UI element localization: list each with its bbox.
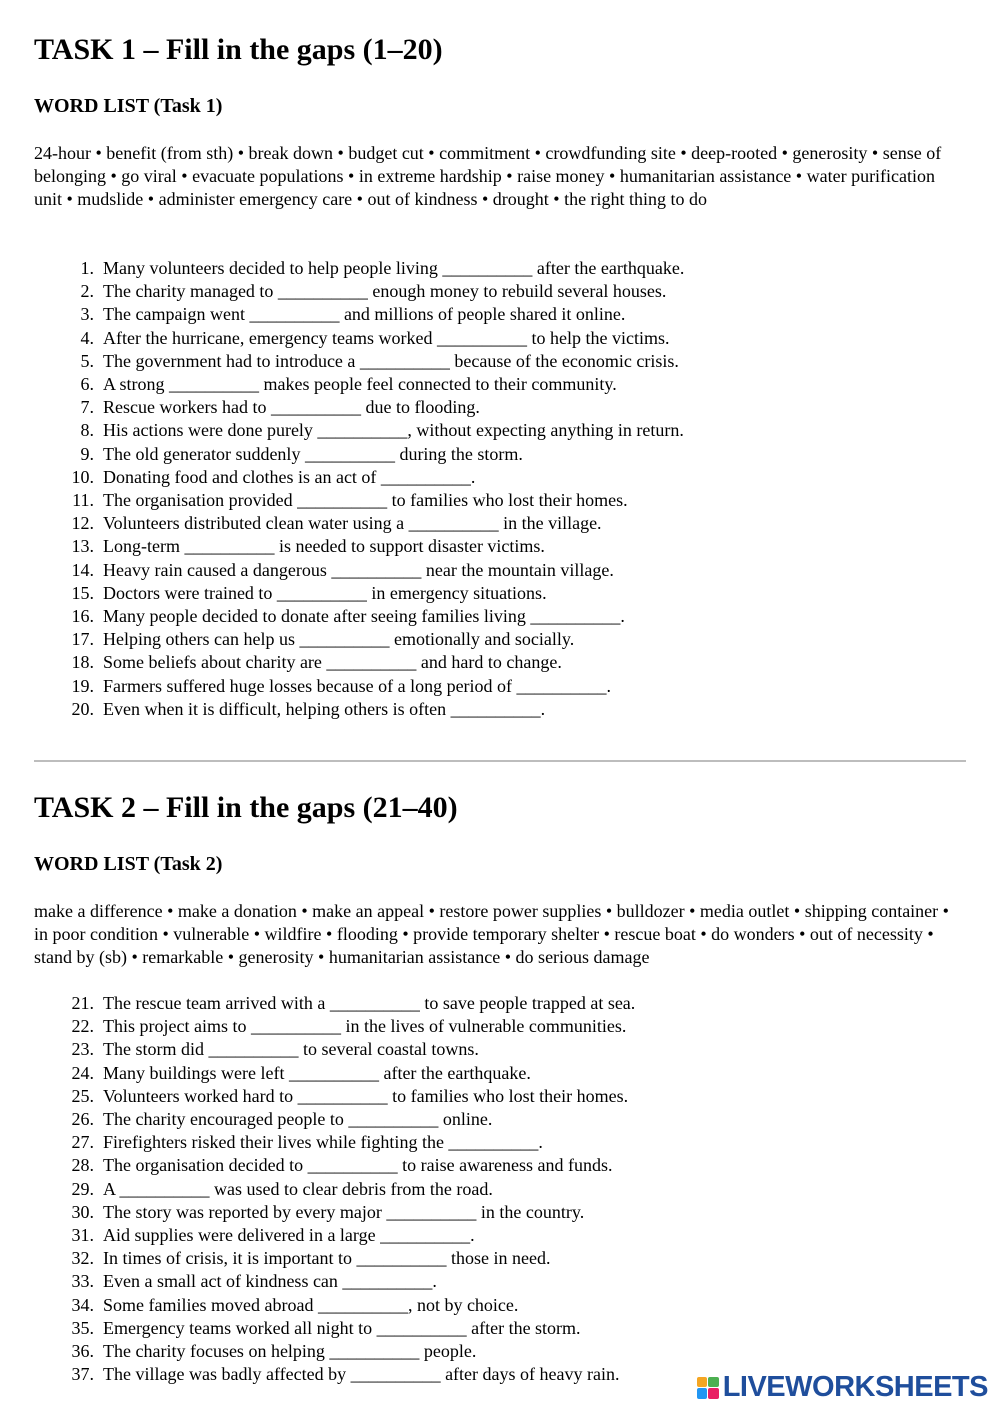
question-item — [34, 582, 684, 605]
question-item — [34, 1201, 635, 1224]
question-number: 19. — [71, 675, 94, 696]
question-number: 31. — [71, 1225, 94, 1246]
question-text: Many volunteers decided to help people living __________ after the earthquake. — [103, 258, 685, 278]
question-item — [34, 350, 684, 373]
question-number: 15. — [71, 582, 94, 603]
question-text: The village was badly affected by __________ after days of heavy rain. — [103, 1364, 620, 1385]
question-item — [34, 628, 684, 651]
question-text: Donating food and clothes is an act of __________. — [103, 466, 476, 487]
question-text: The charity managed to __________ enough money to rebuild several houses. — [103, 281, 667, 302]
question-text: This project aims to __________ in the lives of vulnerable communities. — [103, 1016, 627, 1037]
task2-question-list — [34, 992, 635, 1386]
question-number: 18. — [71, 652, 94, 673]
question-text: The charity encouraged people to __________ online. — [103, 1109, 493, 1130]
question-number: 32. — [71, 1248, 94, 1269]
liveworksheets-logo[interactable] — [697, 1371, 988, 1404]
question-text: The government had to introduce a __________ because of the economic crisis. — [103, 350, 679, 371]
question-number: 8. — [80, 420, 94, 441]
question-item — [34, 443, 684, 466]
question-number: 30. — [71, 1201, 94, 1222]
question-text: The old generator suddenly __________ during the storm. — [103, 443, 523, 464]
question-text: Volunteers worked hard to __________ to families who lost their homes. — [103, 1085, 629, 1106]
question-number: 28. — [71, 1155, 94, 1176]
task2-title: TASK 2 – Fill in the gaps (21–40) — [34, 791, 458, 824]
question-item — [34, 327, 684, 350]
task2-wordlist: make a difference • make a donation • make an appeal • restore power supplies • bulldozer • media outlet • shipping container • in poor condition • vulnerable • wildfire • flooding • provide temporary shelter • rescue boat • do wonders • out of necessity • stand by (sb) • remarkable • generosity • humanitarian assistance • do serious damage — [34, 901, 949, 967]
question-item — [34, 1038, 635, 1061]
question-item — [34, 1062, 635, 1085]
question-item — [34, 559, 684, 582]
question-text: Some families moved abroad __________, not by choice. — [103, 1294, 519, 1315]
task2-wordlist-heading: WORD LIST (Task 2) — [34, 853, 223, 875]
question-number: 3. — [80, 304, 94, 325]
question-item — [34, 489, 684, 512]
question-text: Even when it is difficult, helping others is often __________. — [103, 698, 546, 719]
question-text: In times of crisis, it is important to __________ those in need. — [103, 1248, 551, 1269]
question-number: 14. — [71, 559, 94, 580]
question-number: 12. — [71, 513, 94, 534]
question-number: 17. — [71, 629, 94, 650]
question-number: 20. — [71, 698, 94, 719]
question-number: 11. — [72, 490, 94, 511]
question-number: 35. — [71, 1317, 94, 1338]
question-number: 7. — [80, 397, 94, 418]
question-number: 26. — [71, 1109, 94, 1130]
question-item — [34, 1294, 635, 1317]
task1-wordlist-heading: WORD LIST (Task 1) — [34, 95, 223, 117]
task1-wordlist: 24-hour • benefit (from sth) • break down • budget cut • commitment • crowdfunding site • deep-rooted • generosity • sense of belonging • go viral • evacuate populations • in extreme hardship • raise money • humanitarian assistance • water purification unit • mudslide • administer emergency care • out of kindness • drought • the right thing to do — [34, 143, 942, 209]
question-item — [34, 419, 684, 442]
question-number: 2. — [80, 281, 94, 302]
question-item — [34, 535, 684, 558]
question-item — [34, 1317, 635, 1340]
question-text: Long-term __________ is needed to support disaster victims. — [103, 536, 545, 557]
question-number: 29. — [71, 1178, 94, 1199]
question-number: 6. — [80, 374, 94, 395]
question-item — [34, 1270, 635, 1293]
logo-text: LIVEWORKSHEETS — [722, 1371, 988, 1403]
section-divider — [34, 760, 966, 762]
question-text: The storm did __________ to several coastal towns. — [103, 1039, 479, 1060]
question-item — [34, 698, 684, 721]
question-number: 22. — [71, 1016, 94, 1037]
question-number: 16. — [71, 606, 94, 627]
question-text: The rescue team arrived with a __________ to save people trapped at sea. — [103, 993, 636, 1013]
question-number: 37. — [71, 1364, 94, 1385]
question-text: A strong __________ makes people feel connected to their community. — [103, 374, 617, 395]
question-item — [34, 1178, 635, 1201]
question-text: Helping others can help us __________ emotionally and socially. — [103, 629, 575, 650]
question-item — [34, 1224, 635, 1247]
question-text: Doctors were trained to __________ in emergency situations. — [103, 582, 547, 603]
question-item — [34, 1247, 635, 1270]
question-item — [34, 303, 684, 326]
question-text: Even a small act of kindness can __________. — [103, 1271, 437, 1292]
question-item — [34, 651, 684, 674]
question-item — [34, 1085, 635, 1108]
question-number: 21. — [71, 993, 94, 1013]
question-text: The organisation decided to __________ to raise awareness and funds. — [103, 1155, 613, 1176]
question-text: The charity focuses on helping __________ people. — [103, 1341, 477, 1362]
question-item — [34, 605, 684, 628]
question-text: The organisation provided __________ to families who lost their homes. — [103, 490, 628, 511]
question-item — [34, 675, 684, 698]
question-text: Heavy rain caused a dangerous __________ near the mountain village. — [103, 559, 614, 580]
question-text: Firefighters risked their lives while fighting the __________. — [103, 1132, 543, 1153]
question-text: A __________ was used to clear debris from the road. — [103, 1178, 493, 1199]
question-item — [34, 257, 684, 280]
logo-mark-icon — [697, 1377, 719, 1399]
question-item — [34, 1154, 635, 1177]
question-text: Emergency teams worked all night to __________ after the storm. — [103, 1317, 581, 1338]
question-number: 4. — [80, 327, 94, 348]
question-number: 13. — [71, 536, 94, 557]
question-number: 23. — [71, 1039, 94, 1060]
question-number: 25. — [71, 1085, 94, 1106]
question-number: 36. — [71, 1341, 94, 1362]
question-number: 27. — [71, 1132, 94, 1153]
question-number: 10. — [71, 466, 94, 487]
question-item — [34, 1108, 635, 1131]
question-text: Some beliefs about charity are __________ and hard to change. — [103, 652, 562, 673]
question-text: Many buildings were left __________ after the earthquake. — [103, 1062, 531, 1083]
task1-question-list — [34, 257, 684, 721]
question-text: Rescue workers had to __________ due to flooding. — [103, 397, 480, 418]
question-text: His actions were done purely __________, without expecting anything in return. — [103, 420, 684, 441]
question-item — [34, 1340, 635, 1363]
question-text: Volunteers distributed clean water using a __________ in the village. — [103, 513, 602, 534]
question-number: 1. — [80, 258, 94, 278]
question-number: 9. — [80, 443, 94, 464]
question-number: 5. — [80, 350, 94, 371]
question-item — [34, 1131, 635, 1154]
question-number: 24. — [71, 1062, 94, 1083]
question-item — [34, 512, 684, 535]
question-number: 34. — [71, 1294, 94, 1315]
question-text: The campaign went __________ and millions of people shared it online. — [103, 304, 626, 325]
question-text: After the hurricane, emergency teams worked __________ to help the victims. — [103, 327, 670, 348]
question-text: Aid supplies were delivered in a large __________. — [103, 1225, 475, 1246]
question-text: Many people decided to donate after seeing families living __________. — [103, 606, 625, 627]
question-item — [34, 396, 684, 419]
question-item — [34, 280, 684, 303]
question-item — [34, 373, 684, 396]
question-item — [34, 1015, 635, 1038]
question-number: 33. — [71, 1271, 94, 1292]
question-item — [34, 992, 635, 1015]
question-text: The story was reported by every major __________ in the country. — [103, 1201, 585, 1222]
question-item — [34, 466, 684, 489]
question-text: Farmers suffered huge losses because of a long period of __________. — [103, 675, 612, 696]
task1-title: TASK 1 – Fill in the gaps (1–20) — [34, 33, 443, 66]
question-item — [34, 1363, 635, 1386]
